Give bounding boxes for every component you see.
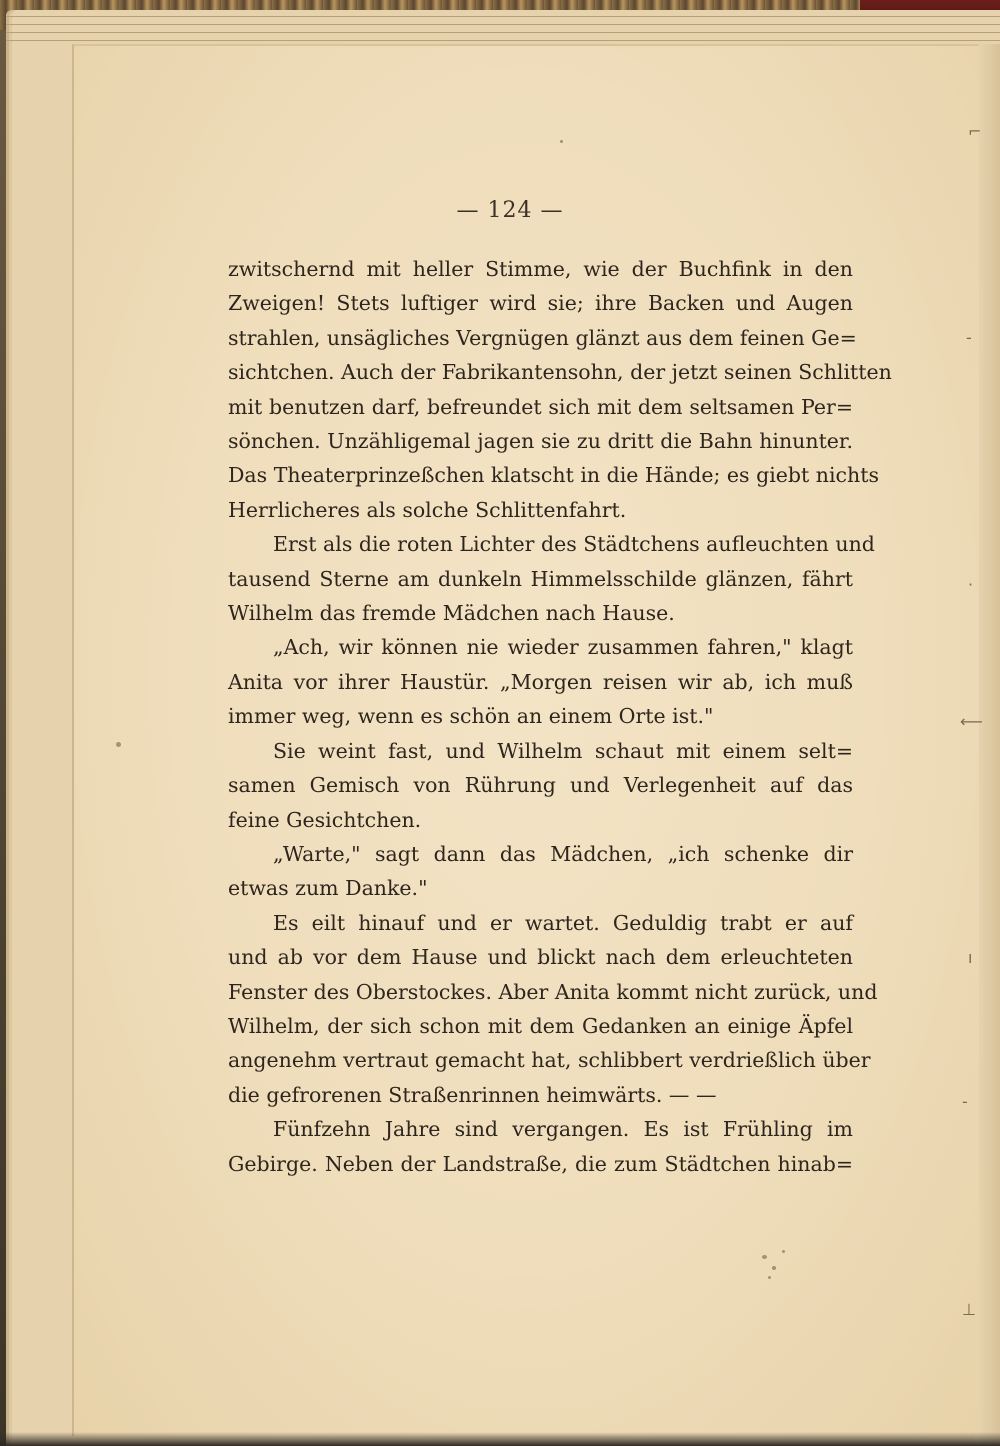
paper-speck <box>772 1266 776 1270</box>
text-line: tausend Sterne am dunkeln Himmelsschilde glänzen, fährt <box>228 566 853 591</box>
paper-speck <box>560 140 563 143</box>
page-stack-line <box>6 40 1000 41</box>
table-surface-shadow <box>0 1432 1000 1446</box>
paper-speck <box>782 1250 785 1253</box>
page-number: — 124 — <box>456 198 564 223</box>
text-line: strahlen, unsägliches Vergnügen glänzt aus dem feinen Ge= <box>228 325 857 350</box>
text-line: Wilhelm, der sich schon mit dem Gedanken an einige Äpfel <box>228 1013 853 1038</box>
text-line: und ab vor dem Hause und blickt nach dem erleuchteten <box>228 945 853 970</box>
text-line: Wilhelm das fremde Mädchen nach Hause. <box>228 601 675 626</box>
text-line: Sie weint fast, und Wilhelm schaut mit einem selt= <box>273 738 853 763</box>
text-line: Herrlicheres als solche Schlittenfahrt. <box>228 497 627 522</box>
margin-tick-mark: ⊥ <box>962 1300 976 1319</box>
text-line: Gebirge. Neben der Landstraße, die zum Städtchen hinab= <box>228 1151 853 1176</box>
text-line: Zweigen! Stets luftiger wird sie; ihre Backen und Augen <box>228 291 853 316</box>
text-line: feine Gesichtchen. <box>228 807 422 832</box>
margin-tick-mark: ı <box>968 948 973 967</box>
paper-speck <box>762 1255 767 1259</box>
text-line: Das Theaterprinzeßchen klatscht in die Hände; es giebt nichts <box>228 463 879 488</box>
text-line: sichtchen. Auch der Fabrikantensohn, der jetzt seinen Schlitten <box>228 360 892 385</box>
text-line: samen Gemisch von Rührung und Verlegenheit auf das <box>228 773 853 798</box>
margin-tick-mark: ‐ <box>962 1092 968 1111</box>
text-line: „Ach, wir können nie wieder zusammen fahren," klagt <box>273 635 853 660</box>
paper-speck <box>116 742 121 747</box>
text-line: mit benutzen darf, befreundet sich mit dem seltsamen Per= <box>228 394 853 419</box>
body-text <box>228 252 892 1181</box>
text-line: angenehm vertraut gemacht hat, schlibbert verdrießlich über <box>228 1048 871 1073</box>
margin-tick-mark: · <box>968 575 974 594</box>
paper-speck <box>768 1276 771 1279</box>
text-line: die gefrorenen Straßenrinnen heimwärts. — — <box>228 1082 717 1107</box>
margin-tick-mark: ⟵ <box>960 712 983 731</box>
text-line: „Warte," sagt dann das Mädchen, „ich schenke dir <box>273 841 853 866</box>
margin-tick-mark: ⌐ <box>968 122 982 141</box>
text-line: Erst als die roten Lichter des Städtchens aufleuchten und <box>273 532 875 557</box>
text-line: etwas zum Danke." <box>228 876 428 901</box>
page-stack-line <box>6 32 1000 33</box>
margin-tick-mark: ‐ <box>966 328 972 347</box>
text-line: Anita vor ihrer Haustür. „Morgen reisen wir ab, ich muß <box>228 669 853 694</box>
page-stack-line <box>6 24 1000 25</box>
text-line: Fünfzehn Jahre sind vergangen. Es ist Frühling im <box>273 1117 853 1142</box>
text-line: sönchen. Unzähligemal jagen sie zu dritt die Bahn hinunter. <box>228 429 853 454</box>
text-line: Fenster des Oberstockes. Aber Anita kommt nicht zurück, und <box>228 979 878 1004</box>
text-line: Es eilt hinauf und er wartet. Geduldig trabt er auf <box>273 910 853 935</box>
text-line: immer weg, wenn es schön an einem Orte ist." <box>228 704 714 729</box>
text-line: zwitschernd mit heller Stimme, wie der Buchfink in den <box>228 257 853 281</box>
page-stack-line <box>6 16 1000 17</box>
